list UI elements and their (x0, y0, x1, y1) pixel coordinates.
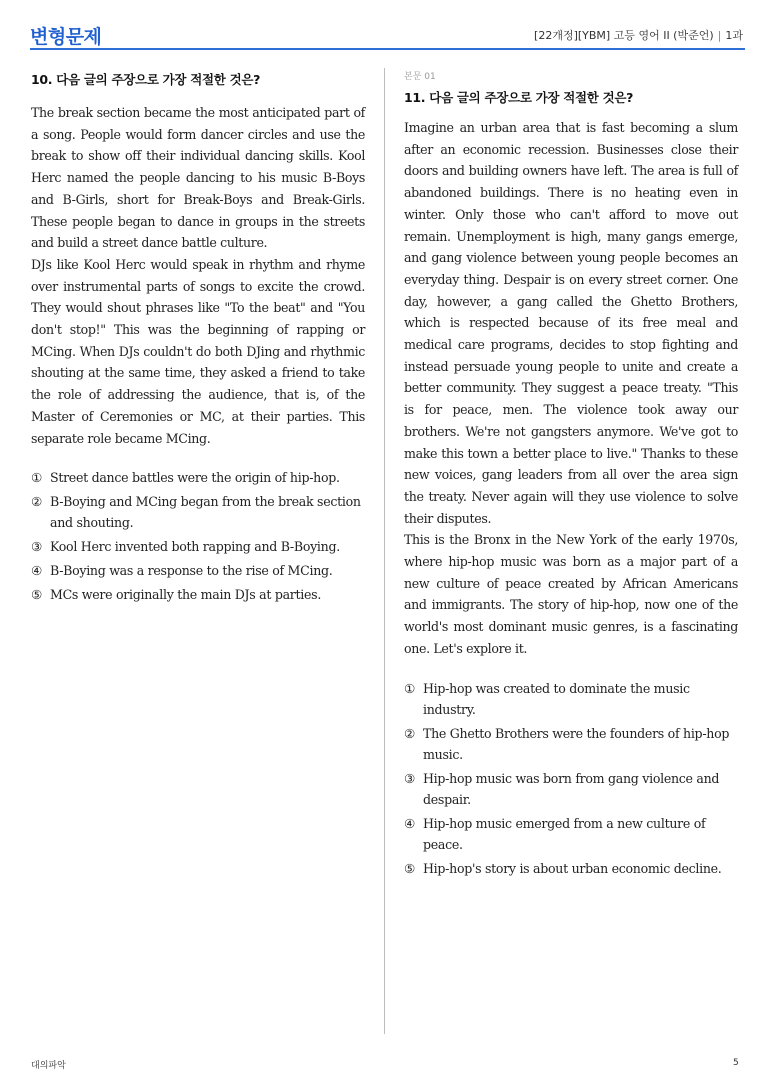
choice-text: Hip-hop was created to dominate the music industry. (423, 680, 690, 717)
choice-number: ⑤ (31, 587, 42, 603)
answer-choice[interactable] (404, 813, 738, 855)
choice-number: ① (404, 680, 415, 696)
question-10-passage (31, 102, 365, 449)
column-divider (384, 68, 385, 1034)
choice-number: ② (31, 494, 42, 510)
header-separator: | (717, 29, 722, 42)
choice-number: ③ (31, 539, 42, 555)
choice-text: Street dance battles were the origin of hip-hop. (50, 470, 340, 486)
section-label: 본문 01 (404, 72, 436, 82)
choice-text: Hip-hop music was born from gang violence and despair. (423, 770, 720, 807)
answer-choice[interactable] (404, 723, 738, 765)
choice-number: ② (404, 725, 415, 741)
choice-text: Kool Herc invented both rapping and B-Boying. (50, 539, 340, 555)
header-meta (534, 27, 743, 43)
question-11-passage (404, 117, 738, 660)
choice-text: Hip-hop's story is about urban economic decline. (423, 860, 722, 876)
answer-choice[interactable] (404, 858, 738, 879)
page-number: 5 (733, 1058, 739, 1068)
textbook-info: [22개정][YBM] 고등 영어 II (박준언) (534, 29, 714, 42)
question-11-choices (404, 678, 738, 879)
choice-text: B-Boying and MCing began from the break section and shouting. (50, 494, 361, 531)
choice-text: B-Boying was a response to the rise of MCing. (50, 563, 333, 579)
choice-text: The Ghetto Brothers were the founders of hip-hop music. (423, 725, 730, 762)
choice-text: Hip-hop music emerged from a new culture of peace. (423, 815, 706, 852)
passage-paragraph: The break section became the most anticipated part of a song. People would form dancer circles and use the break to show off their individual dancing skills. Kool Herc named the people dancing to his music B-Boys and B-Girls, short for Break-Boys and Break-Girls. These people began to dance in groups in the streets and build a street dance battle culture. (31, 105, 365, 251)
page-header (30, 20, 745, 50)
page-title: 변형문제 (30, 26, 102, 48)
answer-choice[interactable] (31, 536, 365, 557)
choice-number: ① (31, 470, 42, 486)
question-10-choices (31, 467, 365, 605)
answer-choice[interactable] (31, 560, 365, 581)
footer-publisher: 대의파악 (31, 1061, 66, 1071)
choice-number: ③ (404, 770, 415, 786)
right-column (404, 70, 738, 882)
choice-number: ④ (404, 815, 415, 831)
passage-paragraph: Imagine an urban area that is fast becoming a slum after an economic recession. Businesses close their doors and building owners have left. The area is full of abandoned buildings. There is no heating even in winter. Only those who can't afford to move out remain. Unemployment is high, many gangs emerge, and gang violence between young people becomes an everyday thing. Despair is on every street corner. One day, however, a gang called the Ghetto Brothers, which is respected because of its free meal and medical care programs, decides to stop fighting and instead persuade young people to unite and create a better community. They suggest a peace treaty. "This is for peace, men. The violence took away our brothers. We're not gangsters anymore. We've got to make this town a better place to live." Thanks to these new voices, gang leaders from all over the area sign the treaty. Never again will they use violence to solve their disputes. (404, 120, 738, 526)
answer-choice[interactable] (404, 768, 738, 810)
left-column (31, 70, 365, 608)
choice-number: ⑤ (404, 860, 415, 876)
answer-choice[interactable] (404, 678, 738, 720)
answer-choice[interactable] (31, 467, 365, 488)
choice-number: ④ (31, 563, 42, 579)
answer-choice[interactable] (31, 491, 365, 533)
answer-choice[interactable] (31, 584, 365, 605)
choice-text: MCs were originally the main DJs at parties. (50, 587, 322, 603)
question-11-title: 11. 다음 글의 주장으로 가장 적절한 것은? (404, 90, 634, 105)
passage-paragraph: DJs like Kool Herc would speak in rhythm and rhyme over instrumental parts of songs to excite the crowd. They would shout phrases like "To the beat" and "You don't stop!" This was the beginning of rapping or MCing. When DJs couldn't do both DJing and rhythmic shouting at the same time, they asked a friend to take the role of addressing the audience, that is, of the Master of Ceremonies or MC, at their parties. This separate role became MCing. (31, 256, 365, 446)
question-10-title: 10. 다음 글의 주장으로 가장 적절한 것은? (31, 72, 261, 87)
lesson-label: 1과 (725, 29, 743, 42)
passage-paragraph: This is the Bronx in the New York of the early 1970s, where hip-hop music was born as a major part of a new culture of peace created by African Americans and immigrants. The story of hip-hop, now one of the world's most dominant music genres, is a fascinating one. Let's explore it. (404, 532, 738, 656)
